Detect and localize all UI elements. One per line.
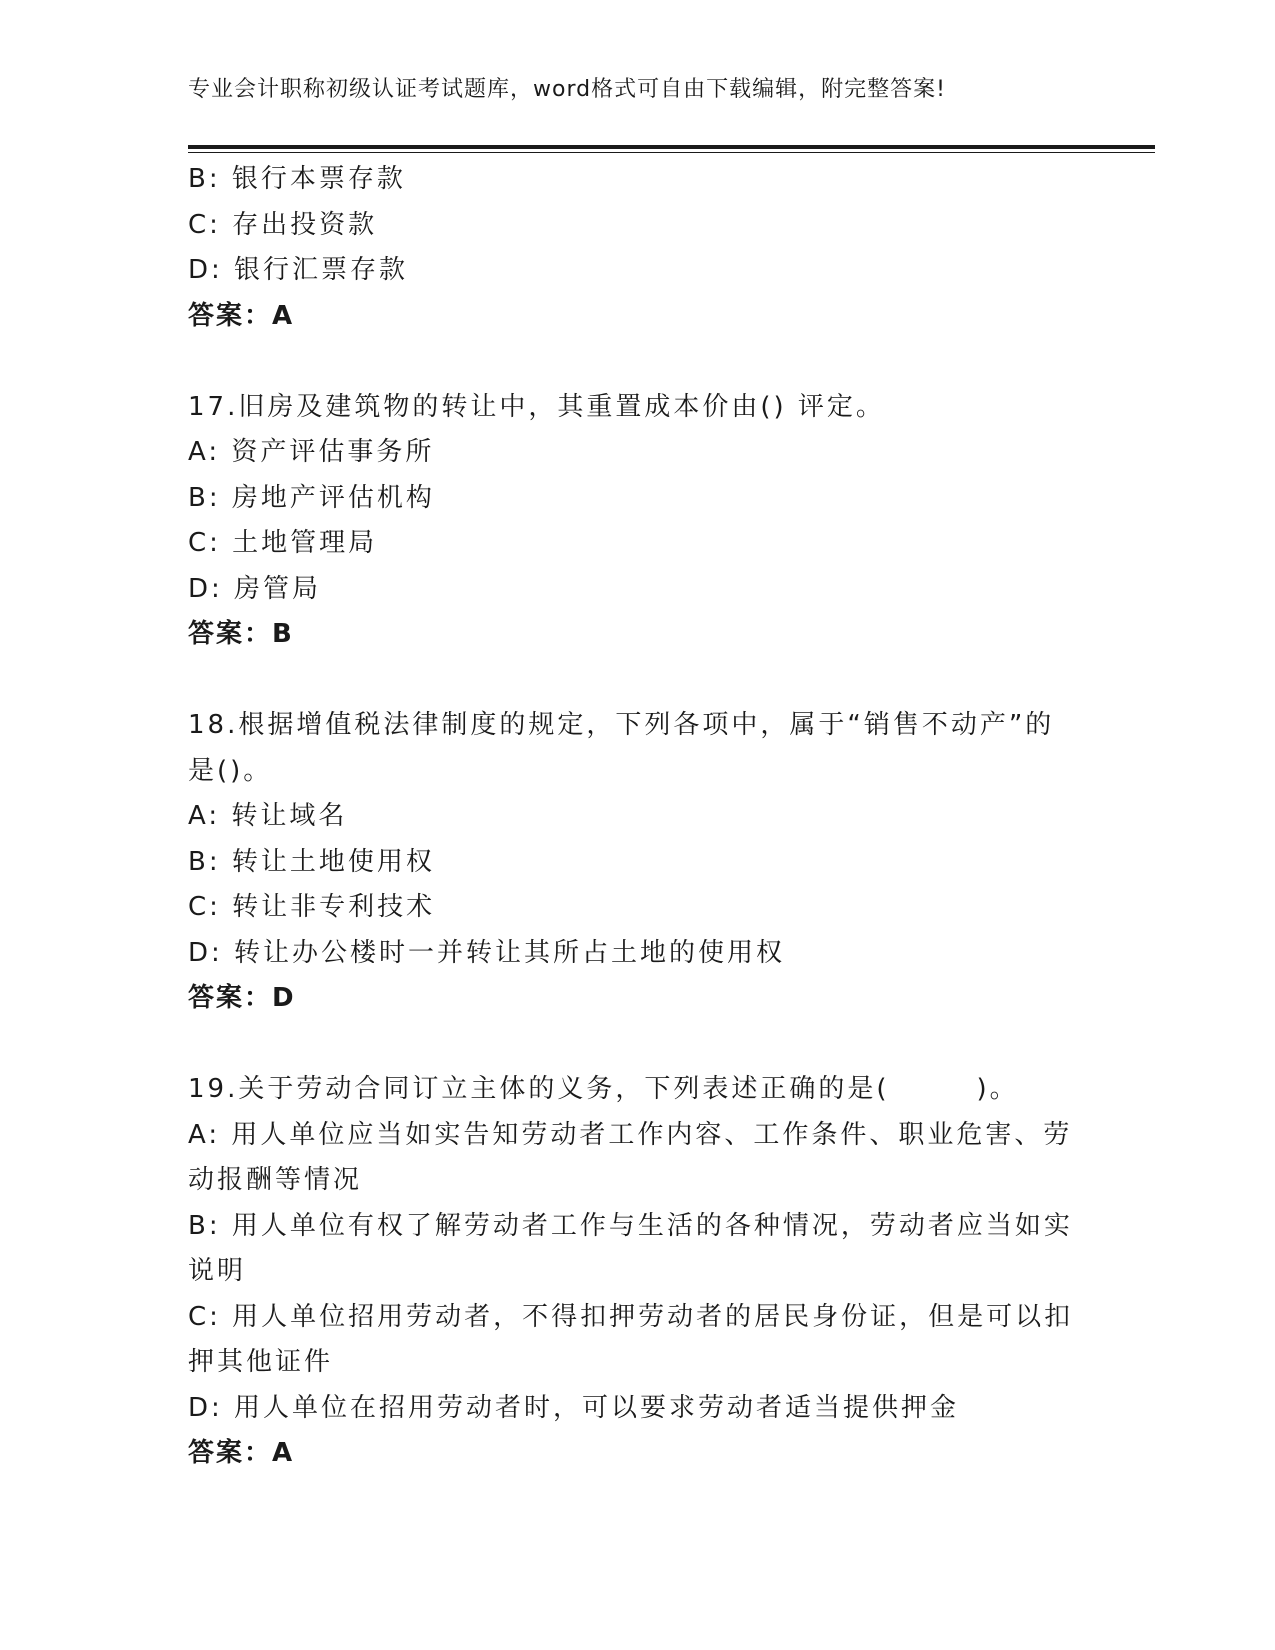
q17-option-c: C: 土地管理局 bbox=[188, 528, 378, 558]
q19-option-c-line2: 押其他证件 bbox=[188, 1347, 334, 1377]
question-18 bbox=[188, 703, 1088, 1022]
spacer bbox=[188, 1022, 1088, 1068]
q19-option-a-line1: A: 用人单位应当如实告知劳动者工作内容、工作条件、职业危害、劳 bbox=[188, 1119, 1073, 1150]
q18-answer: 答案：D bbox=[188, 983, 296, 1013]
header-rule-thin bbox=[188, 152, 1155, 153]
question-content bbox=[188, 157, 1088, 1477]
q18-option-b: B: 转让土地使用权 bbox=[188, 846, 435, 877]
spacer bbox=[188, 339, 1088, 385]
q16-option-b: B: 银行本票存款 bbox=[188, 164, 406, 194]
q19-answer: 答案：A bbox=[188, 1438, 295, 1468]
q19-question: 19.关于劳动合同订立主体的义务，下列表述正确的是( )。 bbox=[188, 1074, 1019, 1104]
question-17 bbox=[188, 385, 1088, 658]
q18-option-a: A: 转让域名 bbox=[188, 801, 348, 831]
q17-option-d: D: 房管局 bbox=[188, 573, 322, 604]
q17-option-a: A: 资产评估事务所 bbox=[188, 437, 435, 467]
q19-option-a-line2: 动报酬等情况 bbox=[188, 1165, 363, 1195]
q16-option-d: D: 银行汇票存款 bbox=[188, 255, 409, 285]
q16-option-c: C: 存出投资款 bbox=[188, 209, 378, 240]
q17-question: 17.旧房及建筑物的转让中，其重置成本价由() 评定。 bbox=[188, 391, 885, 422]
q18-option-c: C: 转让非专利技术 bbox=[188, 892, 436, 922]
q17-option-b: B: 房地产评估机构 bbox=[188, 482, 435, 513]
q19-option-b-line1: B: 用人单位有权了解劳动者工作与生活的各种情况，劳动者应当如实 bbox=[188, 1210, 1073, 1241]
q18-question-line1: 18.根据增值税法律制度的规定，下列各项中，属于“销售不动产”的 bbox=[188, 710, 1055, 740]
q19-option-d: D: 用人单位在招用劳动者时，可以要求劳动者适当提供押金 bbox=[188, 1392, 960, 1423]
q19-option-c-line1: C: 用人单位招用劳动者，不得扣押劳动者的居民身份证，但是可以扣 bbox=[188, 1301, 1074, 1332]
q19-option-b-line2: 说明 bbox=[188, 1256, 247, 1286]
q18-question-line2: 是()。 bbox=[188, 755, 273, 786]
spacer bbox=[188, 658, 1088, 704]
q17-answer: 答案：B bbox=[188, 619, 294, 649]
question-16-tail bbox=[188, 157, 1088, 339]
question-19 bbox=[188, 1067, 1088, 1477]
header-rule-thick bbox=[188, 145, 1155, 149]
page-header: 专业会计职称初级认证考试题库，word格式可自由下载编辑，附完整答案! bbox=[188, 77, 946, 102]
q18-option-d: D: 转让办公楼时一并转让其所占土地的使用权 bbox=[188, 937, 786, 968]
q16-answer: 答案：A bbox=[188, 300, 295, 331]
